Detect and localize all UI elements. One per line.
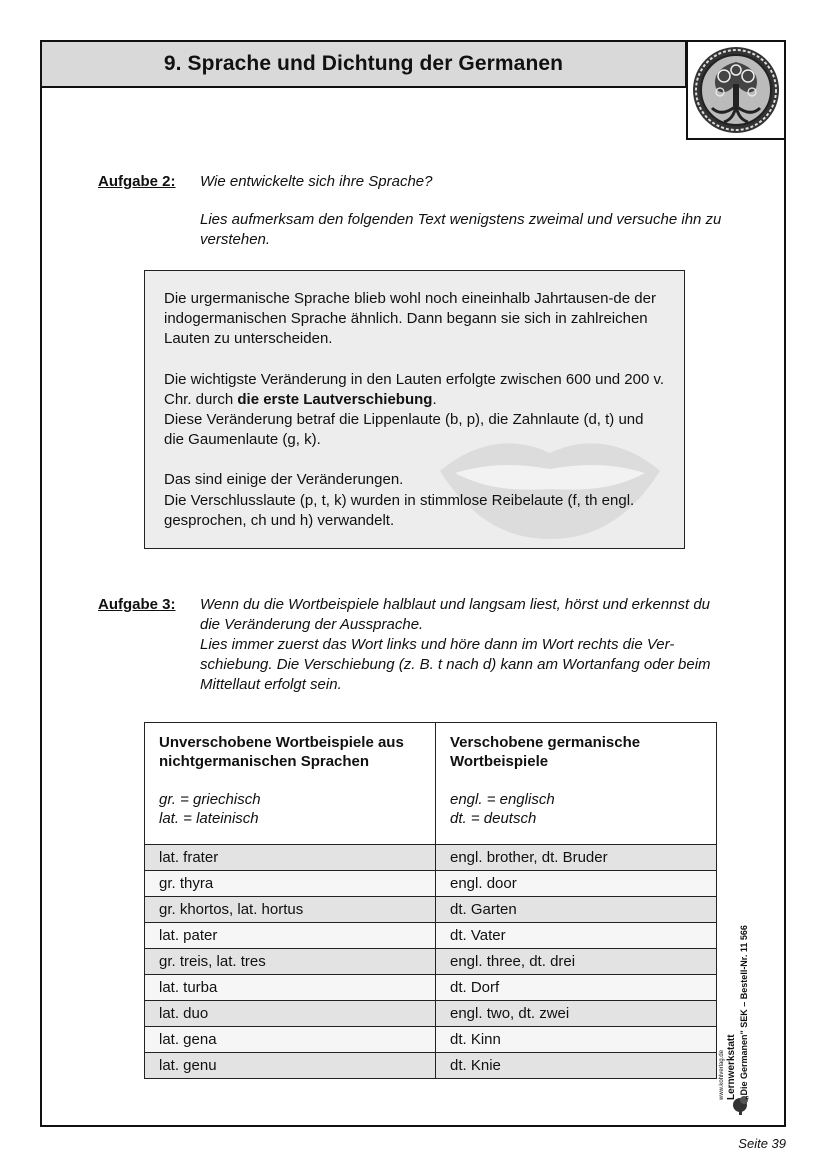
task3-line2: Lies immer zuerst das Wort links und höre dann im Wort rechts die Ver-schiebung. Die Verschiebung (z. B. t nach d) kann am Wortanfang oder beim Mittellaut erfolgt sein.	[200, 636, 711, 693]
publisher-sidebar	[718, 925, 750, 1100]
page-number: Seite 39	[738, 1136, 786, 1151]
table-row: lat. pater dt. Vater	[145, 923, 717, 949]
task2-label: Aufgabe 2:	[98, 173, 176, 190]
task2-instruction: Lies aufmerksam den folgenden Text wenigstens zweimal und versuche ihn zu verstehen.	[200, 211, 722, 248]
word-examples-table	[144, 722, 717, 1079]
term-lautverschiebung: die erste Lautverschiebung	[237, 390, 433, 408]
table-header-row	[145, 723, 717, 845]
header-right-cell: Verschobene germanische Wortbeispiele engl. = englisch dt. = deutsch	[436, 723, 717, 845]
table-row: lat. genu dt. Knie	[145, 1053, 717, 1079]
info-textbox	[144, 270, 685, 549]
celtic-tree-of-life-icon	[686, 40, 786, 140]
sidebar-line2: „Die Germanen" SEK – Bestell-Nr. 11 566	[739, 925, 749, 1100]
task3-text	[200, 595, 730, 695]
sidebar-line1: Lernwerkstatt	[726, 1034, 737, 1100]
title-bar	[40, 40, 687, 88]
textbox-para2: Die wichtigste Veränderung in den Lauten erfolgte zwischen 600 und 200 v. Chr. durch die erste Lautverschiebung. Diese Veränderung betraf die Lippenlaute (b, p), die Zahnlaute (d, t) und die Gaumenlaute (g, k).	[164, 370, 665, 449]
table-row: gr. khortos, lat. hortus dt. Garten	[145, 897, 717, 923]
table-row: gr. treis, lat. tres engl. three, dt. drei	[145, 949, 717, 975]
table-row: lat. turba dt. Dorf	[145, 975, 717, 1001]
table-row: gr. thyra engl. door	[145, 871, 717, 897]
task2-text	[200, 172, 730, 250]
textbox-para3: Das sind einige der Veränderungen. Die Verschlusslaute (p, t, k) wurden in stimmlose Reibelaute (f, th engl. gesprochen, ch und h) verwandelt.	[164, 471, 635, 529]
textbox-para1: Die urgermanische Sprache blieb wohl noch eineinhalb Jahrtausen-de der indogermanischen Sprache ähnlich. Dann begann sie sich in zahlreichen Lauten zu unterscheiden.	[164, 290, 656, 348]
task3-line1: Wenn du die Wortbeispiele halblaut und langsam liest, hörst und erkennst du die Veränderung der Aussprache.	[200, 596, 711, 633]
header-left-cell: Unverschobene Wortbeispiele aus nichtgermanischen Sprachen gr. = griechisch lat. = lateinisch	[145, 723, 436, 845]
publisher-website: www.kohlverlag.de	[719, 1049, 725, 1100]
table-row: lat. duo engl. two, dt. zwei	[145, 1001, 717, 1027]
page-title: 9. Sprache und Dichtung der Germanen	[163, 52, 564, 75]
task2-question: Wie entwickelte sich ihre Sprache?	[200, 173, 433, 190]
table-row: lat. frater engl. brother, dt. Bruder	[145, 845, 717, 871]
task3-label: Aufgabe 3:	[98, 596, 176, 613]
table-row: lat. gena dt. Kinn	[145, 1027, 717, 1053]
